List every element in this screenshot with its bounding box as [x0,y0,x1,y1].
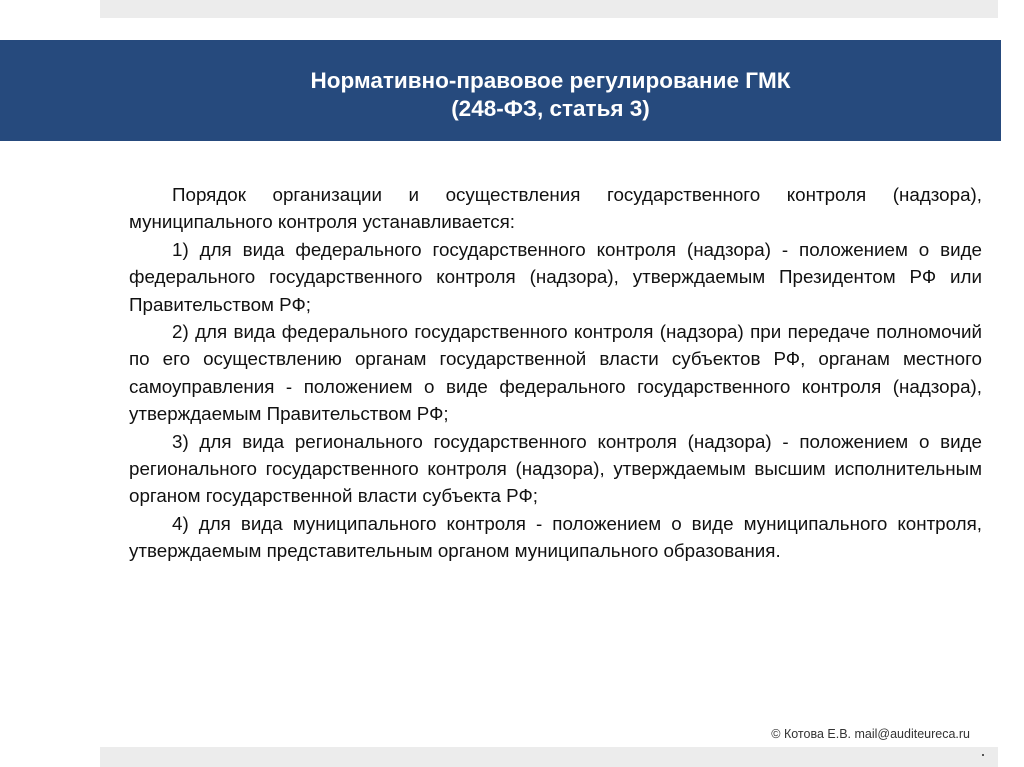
footer-copyright: © Котова Е.В. mail@auditeureca.ru [771,727,970,741]
list-item-3: 3) для вида регионального государственного контроля (надзора) - положением о виде регионального государственного контроля (надзора), утверждаемым высшим исполнительным органом государственной власти субъекта РФ; [129,430,982,507]
list-item-2: 2) для вида федерального государственного контроля (надзора) при передаче полномочий по его осуществлению органам государственной власти субъектов РФ, органам местного самоуправления - положением о виде федерального государственного контроля (надзора), утверждаемым Правительством РФ; [129,321,982,425]
slide-title: Нормативно-правовое регулирование ГМК [310,68,791,93]
slide-subtitle: (248-ФЗ, статья 3) [451,96,650,121]
slide-body [129,181,982,565]
top-strip [100,0,998,18]
footer-dot [982,754,984,756]
intro-paragraph: Порядок организации и осуществления государственного контроля (надзора), муниципального контроля устанавливается: [129,184,982,233]
list-item-4: 4) для вида муниципального контроля - положением о виде муниципального контроля, утверждаемым представительным органом муниципального образования. [129,512,982,562]
list-item-1: 1) для вида федерального государственного контроля (надзора) - положением о виде федерального государственного контроля (надзора), утверждаемым Президентом РФ или Правительством РФ; [129,238,982,315]
footer-strip [100,747,998,767]
title-banner [0,40,1001,141]
